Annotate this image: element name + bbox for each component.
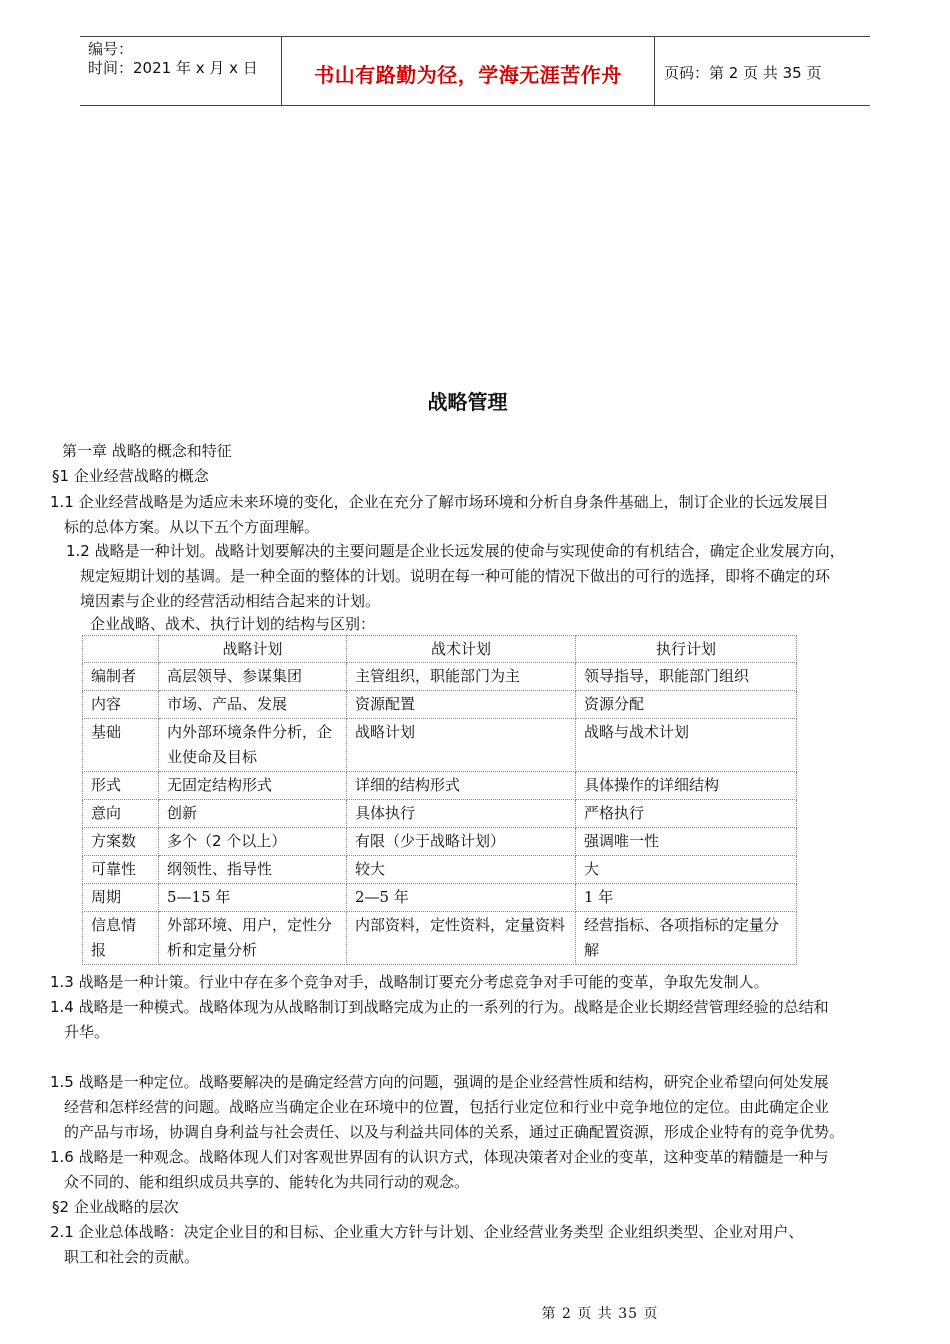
execution-cell: 资源分配 xyxy=(576,691,797,719)
table-row xyxy=(83,663,797,691)
table-header-cell: 战术计划 xyxy=(347,636,576,663)
table-row xyxy=(83,800,797,828)
row-label: 可靠性 xyxy=(83,856,159,884)
table-header-row xyxy=(83,636,797,663)
table-row xyxy=(83,856,797,884)
paragraph-line: 经营和怎样经营的问题。战略应当确定企业在环境中的位置，包括行业定位和行业中竞争地位的定位。由此确定企业 xyxy=(64,1098,830,1116)
paragraph-line: 境因素与企业的经营活动相结合起来的计划。 xyxy=(80,592,381,610)
execution-cell: 强调唯一性 xyxy=(576,828,797,856)
tactical-cell: 有限（少于战略计划） xyxy=(347,828,576,856)
strategic-cell: 无固定结构形式 xyxy=(159,772,347,800)
plan-comparison-table xyxy=(82,635,797,965)
row-label: 编制者 xyxy=(83,663,159,691)
strategic-cell: 高层领导、参谋集团 xyxy=(159,663,347,691)
tactical-cell: 内部资料，定性资料，定量资料 xyxy=(347,912,576,965)
tactical-cell: 2—5 年 xyxy=(347,884,576,912)
header-motto: 书山有路勤为径，学海无涯苦作舟 xyxy=(314,63,622,87)
document-title: 战略管理 xyxy=(427,390,508,414)
execution-cell: 严格执行 xyxy=(576,800,797,828)
row-label: 内容 xyxy=(83,691,159,719)
strategic-cell: 纲领性、指导性 xyxy=(159,856,347,884)
strategic-cell: 外部环境、用户，定性分析和定量分析 xyxy=(159,912,347,965)
tactical-cell: 战略计划 xyxy=(347,719,576,772)
header-time-label: 时间：2021 年 x 月 x 日 xyxy=(88,59,258,77)
row-label: 方案数 xyxy=(83,828,159,856)
header-number-label: 编号： xyxy=(88,40,134,58)
paragraph-line: 规定短期计划的基调。是一种全面的整体的计划。说明在每一种可能的情况下做出的可行的选择，即将不确定的环 xyxy=(80,567,831,585)
execution-cell: 经营指标、各项指标的定量分解 xyxy=(576,912,797,965)
header-divider xyxy=(654,37,655,105)
tactical-cell: 主管组织，职能部门为主 xyxy=(347,663,576,691)
page-footer: 第 2 页 共 35 页 xyxy=(541,1306,659,1322)
row-label: 信息情报 xyxy=(83,912,159,965)
execution-cell: 领导指导，职能部门组织 xyxy=(576,663,797,691)
strategic-cell: 内外部环境条件分析，企业使命及目标 xyxy=(159,719,347,772)
paragraph-line: 升华。 xyxy=(64,1023,110,1041)
chapter-heading: 第一章 战略的概念和特征 xyxy=(62,442,232,460)
execution-cell: 具体操作的详细结构 xyxy=(576,772,797,800)
table-caption: 企业战略、战术、执行计划的结构与区别： xyxy=(90,615,376,633)
paragraph-line: 1.1 企业经营战略是为适应未来环境的变化，企业在充分了解市场环境和分析自身条件基础上，制订企业的长远发展目 xyxy=(50,493,829,511)
paragraph-line: 职工和社会的贡献。 xyxy=(64,1248,200,1266)
paragraph-line: 众不同的、能和组织成员共享的、能转化为共同行动的观念。 xyxy=(64,1173,470,1191)
paragraph-line: 1.4 战略是一种模式。战略体现为从战略制订到战略完成为止的一系列的行为。战略是企业长期经营管理经验的总结和 xyxy=(50,998,829,1016)
section-heading: §2 企业战略的层次 xyxy=(52,1198,179,1216)
strategic-cell: 创新 xyxy=(159,800,347,828)
paragraph-line: 1.6 战略是一种观念。战略体现人们对客观世界固有的认识方式，体现决策者对企业的变革，这种变革的精髓是一种与 xyxy=(50,1148,829,1166)
table-row xyxy=(83,828,797,856)
tactical-cell: 具体执行 xyxy=(347,800,576,828)
header-meta xyxy=(88,40,258,78)
paragraph-line: 2.1 企业总体战略：决定企业目的和目标、企业重大方针与计划、企业经营业务类型 企业组织类型、企业对用户、 xyxy=(50,1223,804,1241)
tactical-cell: 详细的结构形式 xyxy=(347,772,576,800)
row-label: 意向 xyxy=(83,800,159,828)
header-page-label: 页码：第 2 页 共 35 页 xyxy=(664,64,822,82)
paragraph-line: 标的总体方案。从以下五个方面理解。 xyxy=(64,518,320,536)
strategic-cell: 市场、产品、发展 xyxy=(159,691,347,719)
table-row xyxy=(83,884,797,912)
strategic-cell: 5—15 年 xyxy=(159,884,347,912)
row-label: 形式 xyxy=(83,772,159,800)
tactical-cell: 资源配置 xyxy=(347,691,576,719)
table-row xyxy=(83,912,797,965)
table-header-cell: 战略计划 xyxy=(159,636,347,663)
execution-cell: 大 xyxy=(576,856,797,884)
execution-cell: 1 年 xyxy=(576,884,797,912)
table-header-cell xyxy=(83,636,159,663)
section-heading: §1 企业经营战略的概念 xyxy=(52,467,209,485)
table-row xyxy=(83,719,797,772)
table-row xyxy=(83,691,797,719)
paragraph-line: 的产品与市场，协调自身利益与社会责任、以及与利益共同体的关系，通过正确配置资源，形成企业特有的竞争优势。 xyxy=(64,1123,845,1141)
row-label: 周期 xyxy=(83,884,159,912)
paragraph-line: 1.5 战略是一种定位。战略要解决的是确定经营方向的问题，强调的是企业经营性质和结构，研究企业希望向何处发展 xyxy=(50,1073,829,1091)
page-header xyxy=(80,36,870,106)
table-row xyxy=(83,772,797,800)
table-header-cell: 执行计划 xyxy=(576,636,797,663)
row-label: 基础 xyxy=(83,719,159,772)
paragraph-line: 1.3 战略是一种计策。行业中存在多个竞争对手，战略制订要充分考虑竞争对手可能的变革，争取先发制人。 xyxy=(50,973,769,991)
paragraph-line: 1.2 战略是一种计划。战略计划要解决的主要问题是企业长远发展的使命与实现使命的有机结合，确定企业发展方向， xyxy=(66,542,845,560)
execution-cell: 战略与战术计划 xyxy=(576,719,797,772)
strategic-cell: 多个（2 个以上） xyxy=(159,828,347,856)
tactical-cell: 较大 xyxy=(347,856,576,884)
